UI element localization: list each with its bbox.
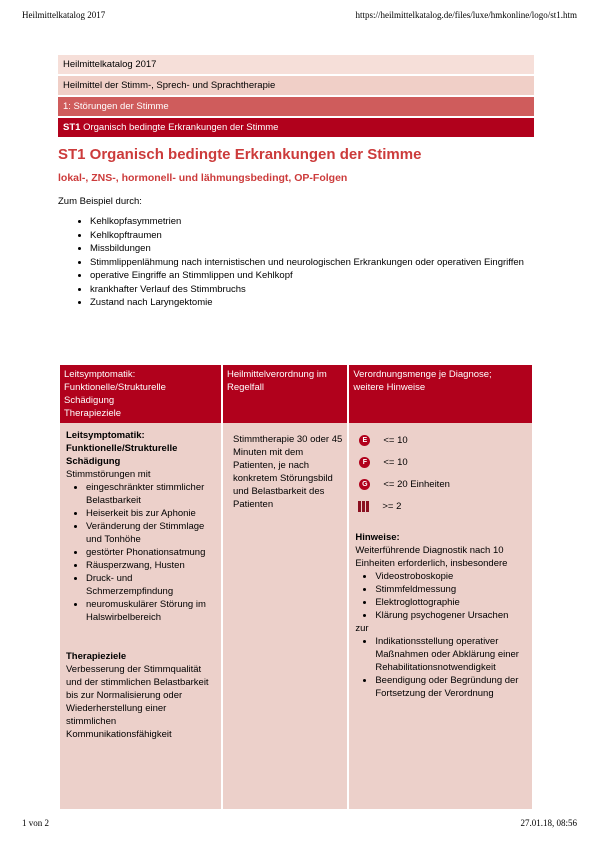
dose-row-frequency (355, 495, 528, 517)
zur-text: zur (355, 623, 369, 634)
print-header-title: Heilmittelkatalog 2017 (22, 10, 106, 20)
breadcrumb-code: ST1 (63, 122, 81, 133)
list-item: • Kehlkopftraumen (90, 229, 534, 243)
list-item: • eingeschränkter stimmlicher Belastbarkeit (86, 481, 217, 507)
page-number: 1 von 2 (22, 818, 49, 828)
header-quantity-label: Verordnungsmenge je Diagnose; weitere Hinweise (353, 369, 492, 393)
list-item: • Beendigung oder Begründung der Fortsetzung der Verordnung (375, 674, 528, 700)
folgeverordnung-icon: F (359, 457, 370, 468)
dose-value: <= 10 (383, 434, 408, 446)
table-header-row (60, 365, 532, 423)
list-item: • Stimmfeldmessung (375, 583, 528, 596)
frequenz-icon (358, 501, 370, 512)
breadcrumb-current (58, 118, 534, 137)
print-header-url: https://heilmittelkatalog.de/files/luxe/hmkonline/logo/st1.htm (355, 10, 577, 20)
breadcrumb-therapy-area[interactable]: Heilmittel der Stimm-, Sprech- und Sprachtherapie (58, 76, 534, 95)
list-item: • Elektroglottographie (375, 596, 528, 609)
dose-row-followup (355, 451, 528, 473)
list-item: • Räusperzwang, Husten (86, 559, 217, 572)
list-item: • operative Eingriffe an Stimmlippen und Kehlkopf (90, 269, 534, 283)
erstverordnung-icon: E (359, 435, 370, 446)
header-symptoms-label: Leitsymptomatik: Funktionelle/Strukturelle Schädigung Therapieziele (64, 369, 166, 419)
dose-value: <= 20 Einheiten (383, 478, 450, 490)
gesamtverordnungsmenge-icon: G (359, 479, 370, 490)
dose-row-total (355, 473, 528, 495)
list-item: • Heiserkeit bis zur Aphonie (86, 507, 217, 520)
goals-heading: Therapieziele (66, 651, 127, 662)
dose-value: >= 2 (382, 500, 402, 512)
page-subtitle: lokal-, ZNS-, hormonell- und lähmungsbedingt, OP-Folgen (58, 172, 348, 184)
prescription-table (58, 365, 534, 809)
purpose-list (355, 635, 528, 700)
quantity-cell (349, 423, 532, 809)
header-prescription-label: Heilmittelverordnung im Regelfall (226, 369, 327, 393)
list-item: • Stimmlippenlähmung nach internistischen und neurologischen Erkrankungen oder operativen Eingriffen (90, 256, 534, 270)
breadcrumb-catalog[interactable]: Heilmittelkatalog 2017 (58, 55, 534, 74)
list-item: • Kehlkopfasymmetrien (90, 215, 534, 229)
intro-text: Zum Beispiel durch: (58, 196, 142, 207)
examples-list (58, 215, 534, 310)
breadcrumb-current-text: Organisch bedingte Erkrankungen der Stimme (83, 122, 279, 133)
dose-value: <= 10 (383, 456, 408, 468)
symptoms-lead: Stimmstörungen mit (66, 469, 151, 480)
hints-text: Weiterführende Diagnostik nach 10 Einheiten erforderlich, insbesondere (355, 545, 508, 569)
symptoms-list (66, 481, 217, 624)
page-content (58, 55, 534, 310)
list-item: • Videostroboskopie (375, 570, 528, 583)
list-item: • Missbildungen (90, 242, 534, 256)
table-row (60, 423, 532, 809)
prescription-cell (223, 423, 347, 809)
goals-text: Verbesserung der Stimmqualität und der stimmlichen Belastbarkeit bis zur Normalisierung oder Wiederherstellung einer stimmlichen Kommunikationsfähigkeit (66, 664, 209, 740)
table-header-symptoms (60, 365, 221, 423)
list-item: • Zustand nach Laryngektomie (90, 296, 534, 310)
diagnostics-list (355, 570, 528, 622)
print-datetime: 27.01.18, 08:56 (520, 818, 577, 828)
symptoms-cell (60, 423, 221, 809)
list-item: • Klärung psychogener Ursachen (375, 609, 528, 622)
list-item: • neuromuskulärer Störung im Halswirbelbereich (86, 598, 217, 624)
table-header-prescription (223, 365, 347, 423)
dose-row-initial (355, 429, 528, 451)
prescription-text: Stimmtherapie 30 oder 45 Minuten mit dem Patienten, je nach konkretem Störungsbild und Belastbarkeit des Patienten (232, 434, 343, 510)
breadcrumb-disorder-group[interactable]: 1: Störungen der Stimme (58, 97, 534, 116)
list-item: • Druck- und Schmerzempfindung (86, 572, 217, 598)
page-title: ST1 Organisch bedingte Erkrankungen der Stimme (58, 146, 422, 163)
hints-heading: Hinweise: (355, 532, 400, 543)
symptoms-heading: Leitsymptomatik: Funktionelle/Strukturelle Schädigung (66, 430, 178, 467)
list-item: • krankhafter Verlauf des Stimmbruchs (90, 283, 534, 297)
list-item: • Veränderung der Stimmlage und Tonhöhe (86, 520, 217, 546)
list-item: • Indikationsstellung operativer Maßnahmen oder Abklärung einer Rehabilitationsnotwendigkeit (375, 635, 528, 674)
table-header-quantity (349, 365, 532, 423)
list-item: • gestörter Phonationsatmung (86, 546, 217, 559)
